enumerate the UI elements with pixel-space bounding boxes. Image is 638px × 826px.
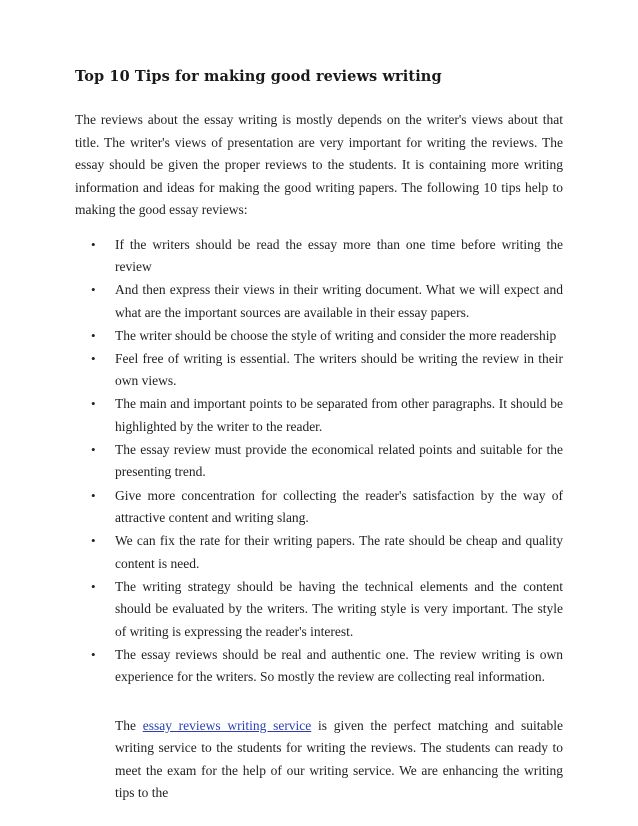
list-item-text: The essay reviews should be real and authentic one. The review writing is own experience for the writers. So mostly the review are collecting real information. [115, 646, 563, 685]
list-item [75, 348, 563, 393]
tips-list [75, 234, 563, 689]
list-item-text: Feel free of writing is essential. The writers should be writing the review in their own views. [115, 350, 563, 389]
bullet-icon: • [91, 327, 96, 343]
bullet-icon: • [91, 350, 96, 366]
list-item [75, 234, 563, 279]
list-item [75, 576, 563, 644]
list-item-text: We can fix the rate for their writing papers. The rate should be cheap and quality content is need. [115, 533, 563, 571]
document-title: Top 10 Tips for making good reviews writing [75, 68, 442, 85]
list-item-text: And then express their views in their writing document. What we will expect and what are the important sources are available in their essay papers. [115, 282, 563, 320]
list-item-text: The essay review must provide the economical related points and suitable for the presenting trend. [115, 441, 563, 480]
bullet-icon: • [91, 487, 96, 503]
bullet-icon: • [91, 578, 96, 594]
intro-paragraph: The reviews about the essay writing is mostly depends on the writer's views about that title. The writer's views of presentation are very important for writing the reviews. The essay should be given the proper reviews to the students. It is containing more writing information and ideas for making the good writing papers. The following 10 tips help to making the good essay reviews: [75, 112, 563, 217]
list-item [75, 279, 563, 324]
document-page [75, 68, 563, 805]
list-item [75, 325, 563, 348]
list-item [75, 530, 563, 575]
list-item [75, 439, 563, 484]
list-item-text: The writing strategy should be having the technical elements and the content should be evaluated by the writers. The writing style is very important. The style of writing is expressing the reader's interest. [115, 578, 563, 639]
list-item-text: The writer should be choose the style of writing and consider the more readership [115, 327, 557, 343]
list-item-text: If the writers should be read the essay more than one time before writing the review [115, 236, 563, 274]
list-item [75, 393, 563, 438]
list-item-text: Give more concentration for collecting the reader's satisfaction by the way of attractive content and writing slang. [115, 487, 563, 526]
bullet-icon: • [91, 646, 96, 662]
closing-paragraph [115, 715, 563, 805]
list-item [75, 485, 563, 530]
bullet-icon: • [91, 236, 96, 252]
essay-reviews-service-link[interactable]: essay reviews writing service [142, 717, 312, 733]
closing-text: is given the perfect matching and suitable writing service to the students for writing the reviews. The students can ready to meet the exam for the help of our writing service. We are enhancing the writing tips to the [115, 717, 563, 801]
list-item-text: The main and important points to be separated from other paragraphs. It should be highlighted by the writer to the reader. [115, 396, 563, 434]
list-item [75, 644, 563, 689]
bullet-icon: • [91, 533, 96, 549]
bullet-icon: • [91, 396, 96, 412]
closing-prefix: The [115, 717, 143, 733]
bullet-icon: • [91, 282, 96, 298]
bullet-icon: • [91, 441, 96, 457]
